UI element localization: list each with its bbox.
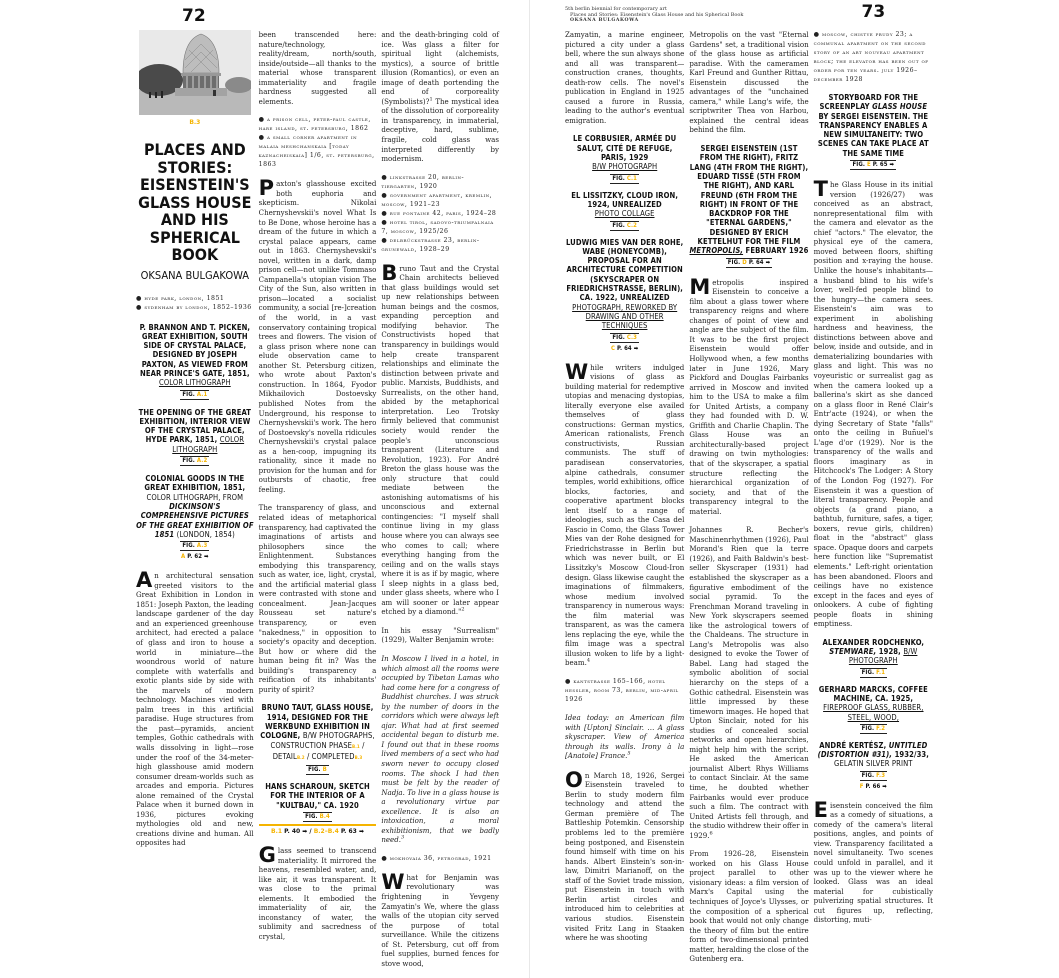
location-list xyxy=(259,115,377,169)
location-item: ● moscow, chistye prudy 23; a communal apartment on the second story of an art nouveau apartment block; the elevator has been out of order for ten years. july 1926–december 1928 xyxy=(813,31,929,83)
article-title: PLACES AND STORIES: EISENSTEIN'S GLASS HOUSE AND HIS SPHERICAL BOOK xyxy=(138,140,252,264)
body-paragraph: Metropolis on the vast "Eternal Gardens" set, a traditional vision of the glass house as artificial paradise. With the cameramen Karl Freund and Gunther Rittau, Eisenstein discussed the advantages of the "unchained camera," while Lang's wife, the scriptwriter Thea von Harbou, explained the central ideas behind the film. xyxy=(689,30,809,135)
location-item: ● rue fontaine 42, paris, 1924–28 xyxy=(381,209,497,217)
right-column-2 xyxy=(689,30,808,964)
left-column-2 xyxy=(259,30,377,942)
fig-ref-e[interactable]: FIG. E P. 65 ➡ xyxy=(852,161,895,169)
fig-ref-f1[interactable]: FIG. F.1 xyxy=(861,668,886,676)
body-paragraph: Bruno Taut and the Crystal Chain architects believed that glass buildings would set up new relationships between human beings and the cosmos, expanding perception and modifying behavior. The Constructivists hoped that transparency in buildings would help create transparent relationships and eliminate the distinction between private and public. Marxists, Buddhists, and Surrealists, on the other hand, abided by the metaphorical interpretation. Leo Trotsky firmly believed that communist society would render the people's unconscious transparent (Literature and Revolution, 1923). For André Breton the glass house was the only structure that could mediate between the astonishing automatisms of his unconscious and external contingencies: "I myself shall continue living in my glass house where you can always see who comes to call; where everything hanging from the ceiling and on the walls stays where it is as if by magic, where I sleep nights in a glass bed, under glass sheets, where who I am will sooner or later appear etched by a diamond."$^2$ xyxy=(381,260,500,617)
caption-fig-a1: P. BRANNON AND T. PICKEN, GREAT EXHIBITION, SOUTH SIDE OF CRYSTAL PALACE, DESIGNED BY JOSEPH PAXTON, AS VIEWED FROM NEAR PRINCE'S GATE, 1851, COLOR LITHOGRAPH FIG. A.1 xyxy=(139,322,251,398)
left-columns xyxy=(136,30,499,968)
fig-ref-c2[interactable]: FIG. C.2 xyxy=(612,221,637,229)
location-item: ● a small corner apartment in malaia meshchanskaia [today kaznacheiskaia] 1/6, st. petersburg, 1863 xyxy=(258,134,375,169)
body-paragraph: The transparency of glass, and related ideas of metaphorical transparency, had captivated the imaginations of artists and philosophers since the Enlightenment. Substances embodying this transparency, such as water, ice, light, crystal, and the artificial material glass were contrasted with stone and concealment. Jean-Jacques Rousseau set nature's transparency, or even "nakedness," in opposition to society's opacity and deception. But how or where did the human being fit in? Was the building's transparency a reification of its inhabitants' purity of spirit? xyxy=(258,503,377,694)
caption-fig-b4: HANS SCHAROUN, SKETCH FOR THE INTERIOR OF A "KULTBAU," CA. 1920 FIG. B.4 xyxy=(265,782,370,821)
location-list xyxy=(814,30,933,84)
left-column-3 xyxy=(381,30,499,968)
running-head: 5th berlin biennial for contemporary art Places and Stories: Eisenstein's Glass House and his Spherical Book OKSANA BULGAKOWA xyxy=(565,6,744,23)
body-paragraph: On March 18, 1926, Sergei Eisenstein traveled to Berlin to study modern film technology and attend the German première of The Battleship Potemkin. Censorship problems led to the première being postponed, and Eisenstein found himself with time on his hands. Albert Einstein's son-in-law, Dimitri Marianoff, on the staff of the Soviet trade mission, put Eisenstein in touch with Berlin artist circles and introduced him to celebrities at various studios. Eisenstein visited Fritz Lang in Staaken where he was shooting xyxy=(565,767,685,943)
caption-fig-f1: ALEXANDER RODCHENKO, STEMWARE, 1928, B/W PHOTOGRAPH FIG. F.1 xyxy=(822,637,925,676)
location-item: ● hotel tirol, sadovo-triumfalnaia 7, moscow, 1925/26 xyxy=(381,218,494,235)
location-list xyxy=(136,294,254,312)
caption-fig-f2: GERHARD MARCKS, COFFEE MACHINE, CA. 1925, FIREPROOF GLASS, RUBBER, STEEL, WOOD, FIG. F.2 xyxy=(818,684,928,732)
block-quote: Idea today: an American film with [Upton] Sinclair. … A glass skyscraper. View of America through its walls. Irony à la [Anatole] France.$^5$ xyxy=(565,713,685,761)
location-list xyxy=(381,854,499,863)
article-header xyxy=(136,141,254,282)
caption-fig-d: SERGEI EISENSTEIN (1ST FROM THE RIGHT), FRITZ LANG (4TH FROM THE RIGHT), EDUARD TISSÉ (5TH FROM THE RIGHT), AND KARL FREUND (6TH FROM THE RIGHT) IN FRONT OF THE BACKDROP FOR THE "ETERNAL GARDENS," DESIGNED BY ERICH KETTELHUT FOR THE FILM METROPOLIS, FEBRUARY 1926 FIG. D P. 64 ➡ xyxy=(689,144,809,266)
caption-fig-a3: COLONIAL GOODS IN THE GREAT EXHIBITION, 1851, COLOR LITHOGRAPH, FROM DICKINSON'S COMPREHENSIVE PICTURES OF THE GREAT EXHIBITION OF 1851 (LONDON, 1854) FIG. A.3 A P. 62 ➡ xyxy=(136,474,254,561)
fig-ref-a2[interactable]: FIG. A.2 xyxy=(182,457,208,465)
location-item: ● delbrückstrasse 23, berlin-grunewald, 1928–29 xyxy=(381,236,480,253)
caption-fig-c3: LUDWIG MIES VAN DER ROHE, WABE (HONEYCOMB), PROPOSAL FOR AN ARCHITECTURE COMPETITION (SKYSCRAPER ON FRIEDRICHSTRASSE, BERLIN), CA. 1922, UNREALIZED PHOTOGRAPH, REWORKED BY DRAWING AND OTHER TECHNIQUES FIG. C.3 C P. 64 ➡ xyxy=(565,237,684,352)
block-quote: In Moscow I lived in a hotel, in which almost all the rooms were occupied by Tibetan Lamas who had come here for a congress of Buddhist churches. I was struck by the number of doors in the corridors which were always left ajar. What had at first seemed accidental began to disturb me. I found out that in these rooms lived members of a sect who had sworn never to occupy closed rooms. The shock I had then must be felt by the reader of Nadja. To live in a glass house is a revolutionary virtue par excellence. It is also an intoxication, a moral exhibitionism, that we badly need.$^3$ xyxy=(381,653,500,845)
body-paragraph: The Glass House in its initial version (1926/27) was conceived as an abstract, nonrepresentational film with the camera and elevator as the chief "actors." The elevator, the physical eye of the camera, moved between floors, shifting position and x-raying the house. Unlike the house's inhabitants—a husband blind to his wife's lover, well-fed people blind to the hungry—the camera sees. Eisenstein's aim was to experiment in abolishing hardness and heaviness, the distinctions between above and below, inside and outside, and in dematerializing boundaries with glass and light. This was no voyeuristic or surrealist gag as when the camera looked up a ballerina's skirt as she danced on a glass floor in René Clair's Entr'acte (1924), or when the dying Secretary of State "falls" onto the ceiling in Buñuel's L'age d'or (1929). Nor is the transparency of the walls and floors imaginary as in Hitchcock's The Lodger: A Story of the London Fog (1927). For Eisenstein it was a question of literal transparency. People and objects (a grand piano, a bathtub, furniture, safes, a tiger, boxers, revue girls, children) float in the "abstract" glass space. Opaque doors and carpets here function like "Suprematist elements." Left-right orientation has been abandoned. Floors and ceilings have no existence except in the faces and eyes of onlookers. A cube of fighting people floats in shining emptiness. xyxy=(813,177,933,629)
page-number-left: 72 xyxy=(182,6,206,26)
location-item: ● a prison cell, peter-paul castle, hare island, st. petersburg, 1862 xyxy=(258,116,371,133)
location-list xyxy=(381,173,499,254)
right-page-number-slot xyxy=(814,2,933,30)
body-paragraph: An architectural sensation greeted visitors to the Great Exhibition in London in 1851: Joseph Paxton, the leading landscape gardener of the day and an experienced greenhouse architect, had erected a palace of glass and iron to house a world in miniature—the woondrous world of nature complete with waterfalls and exotic plants side by side with the marvels of modern technology. Machines vied with palm trees in this artificial paradise. Huge structures from the past—pyramids, ancient temples, Gothic cathedrals with walls dissolving in light—rose under the roof of the 34-meter-high glasshouse amid modern consumer dream-worlds such as arcades and emporia. Pictures alone remained of the Crystal Palace when it burned down in 1936, pictures evoking mythologies old and new, creations divine and human. All opposites had xyxy=(136,568,254,848)
caption-fig-e: STORYBOARD FOR THE SCREENPLAY GLASS HOUSE BY SERGEI EISENSTEIN. THE TRANSPARENCY ENABLES A NEW SIMULTANEITY: TWO SCENES CAN TAKE PLACE AT THE SAME TIME FIG. E P. 65 ➡ xyxy=(817,93,929,169)
location-item: ● mokhovaia 36, petrograd, 1921 xyxy=(381,854,492,862)
accent-rule xyxy=(259,824,377,826)
location-item: ● hyde park, london, 1851 xyxy=(136,294,225,302)
body-paragraph: Zamyatin, a marine engineer, pictured a city under a glass bell, where the sun always shone and all was transparent—construction cranes, thoughts, death-row cells. The novel's publication in England in 1925 caused a furore in Russia, leading to the author's eventual emigration. xyxy=(565,30,685,125)
photo-label: B.3 xyxy=(189,119,201,126)
caption-fig-c1: LE CORBUSIER, ARMÉE DU SALUT, CITÉ DE REFUGE, PARIS, 1929 B/W PHOTOGRAPH FIG. C.1 xyxy=(573,134,677,182)
body-paragraph: While writers indulged visions of glass as building material for redemptive utopias and menacing dystopias, literally everyone else availed themselves of glass constructions: German mystics, American rationalists, French constructivists, Russian communists. The stuff of paradisean conservatories, alpine cathedrals, consumer temples, world exhibitions, office blocks, factories, and cooperative apartment blocks lent itself to a range of ideologies, such as the Casa del Fascio in Como, the Glass Tower Mies van der Rohe designed for Friedrichstrasse in Berlin but which was never built, or El Lissitzky's Moscow Cloud-Iron design. Glass likewise caught the imaginations of filmmakers, whose medium involved transparency in numerous ways: the film material was transparent, as was the camera lens replacing the eye, while the film image was a spectral illusion woken to life by a light-beam.$^4$ xyxy=(565,359,685,668)
caption-fig-c2: EL LISSITZKY, CLOUD IRON, 1924, UNREALIZED PHOTO COLLAGE FIG. C.2 xyxy=(571,190,679,229)
left-topbar xyxy=(136,0,499,30)
right-column-3 xyxy=(813,2,933,925)
right-column-1 xyxy=(565,30,684,943)
fig-ref-d[interactable]: FIG. D P. 64 ➡ xyxy=(727,258,771,266)
right-page xyxy=(530,0,1059,978)
body-paragraph: Johannes R. Becher's Maschinenrhythmen (1926), Paul Morand's Rien que la terre (1926), and Faith Baldwin's best-seller Skyscraper (1931) had established the skyscraper as a figurative embodiment of the social pyramid. To the Frenchman Morand traveling in New York skyscrapers seemed like the astrological towers of the Chaldeans. The structure in Lang's Metropolis was also designed to evoke the Tower of Babel. Lang had staged the symbolic abolition of social hierarchy on the steps of a Gothic cathedral. Eisenstein was little impressed by these timeworn images. He hoped that Upton Sinclair, noted for his studies of concealed social networks and open hierarchies, might help him with the script. He asked the American journalist Albert Rhys Williams to contact Sinclair. At the same time, he doubted whether Fairbanks would ever produce such a film. The contract with United Artists fell through, and the studio withdrew their offer in 1929.$^6$ xyxy=(689,525,809,840)
page-ref-b[interactable]: B.1 P. 40 ➡ / B.2–B.4 P. 63 ➡ xyxy=(271,828,364,836)
body-paragraph: been transcended here: nature/technology, reality/dream, north/south, inside/outside—all thanks to the material whose transparent immateriality and fragile hardness suggested all elements. xyxy=(258,30,377,106)
fig-ref-c1[interactable]: FIG. C.1 xyxy=(612,174,637,182)
article-author: OKSANA BULGAKOWA xyxy=(140,268,250,282)
page-ref-c[interactable]: C P. 64 ➡ xyxy=(610,344,639,352)
page-number-right: 73 xyxy=(861,2,886,22)
fig-ref-f2[interactable]: FIG. F.2 xyxy=(861,724,886,732)
photo-illustration xyxy=(139,30,251,115)
body-paragraph: Eisenstein conceived the film as a comedy of situations, a comedy of the camera's literal positions, angles, and points of view. Transparency facilitated a novel simultaneity. Two scenes could unfold in parallel, and it was up to the viewer where he looked. Glass was an ideal material for cubistically pulverizing spatial structures. It cut figures up, reflecting, distorting, muti- xyxy=(813,797,933,925)
caption-fig-b: BRUNO TAUT, GLASS HOUSE, 1914, DESIGNED FOR THE WERKBUND EXHIBITION IN COLOGNE, B/W PHOTOGRAPHS, CONSTRUCTION PHASEB.1 / DETAILB.2 / COMPLETEDB.3 FIG. B xyxy=(260,703,375,774)
fig-ref-f3[interactable]: FIG. F.3 xyxy=(861,771,886,779)
fig-ref-b4[interactable]: FIG. B.4 xyxy=(305,813,330,821)
location-item: ● sydenham by london, 1852–1936 xyxy=(136,303,252,311)
location-list xyxy=(565,677,684,704)
body-paragraph: Metropolis inspired Eisenstein to conceive a film about a glass tower where transparency reigns and where changes of point of view and angle are the subject of the film. It was to be the first project Eisenstein would offer Hollywood when, a few months later in June 1926, Mary Pickford and Douglas Fairbanks arrived in Moscow and invited him to the USA to make a film for United Artists, a company they had founded with D. W. Griffith and Charlie Chaplin. The Glass House was an architecturally-based project drawing on twin mythologies: that of the skyscraper, a spatial structure reflecting the hierarchical organization of society, and that of the transparency integral to the material. xyxy=(689,274,809,516)
fig-ref-a3[interactable]: FIG. A.3 xyxy=(182,542,208,550)
body-paragraph: In his essay "Surrealism" (1929), Walter Benjamin wrote: xyxy=(381,625,500,645)
left-column-1 xyxy=(136,30,254,848)
body-paragraph: Paxton's glasshouse excited both euphoria and skepticism. Nikolai Chernyshevskii's novel What Is to Be Done, whose heroine has a dream of the future in which a crystal palace appears, came out in 1863. Chernyshevskii's novel, written in a dark, damp prison cell—not unlike Tommaso Campanella's utopian vision The City of the Sun, also written in prison—located a socialist community, a social [re-]creation of the world, in a vast conservatory containing tropical trees and flowers. The vision of a glass prison where none can elude observation came to another St. Petersburg citizen, who wrote about Paxton's construction. In 1864, Fyodor Mikhailovich Dostoevsky published Notes from the Underground, his response to Chernyshevskii's work. The hero of Dostoevsky's novella ridicules Chernyshevskii's crystal palace as a hen-coop, impugning its rationality, since it made no provision for the human and for outbursts of chaotic, free feeling. xyxy=(258,176,377,494)
body-paragraph: and the death-bringing cold of ice. Was glass a filter for spiritual light (alchemists, mystics), a source of brittle illusion (Romantics), or even an image of death portending the end of corporeality (Symbolists)?$^1$ The mystical idea of the dissolution of corporeality in transparency, in immaterial, deceptive, hard, sublime, fragile, cold glass was interpreted differently by modernism. xyxy=(381,30,500,164)
body-paragraph: Glass seemed to transcend materiality. It mirrored the heavens, resembled water, and, like air, it was transparent. It was close to the primal elements. It embodied the immateriality of air, the inconstancy of water, the sublimity and sacredness of crystal, xyxy=(258,843,377,941)
location-item: ● kantstrasse 165–166, hotel hessler, room 73, berlin, mid-april 1926 xyxy=(565,678,679,704)
page-ref-f[interactable]: F P. 66 ➡ xyxy=(859,782,887,790)
fig-ref-c3[interactable]: FIG. C.3 xyxy=(612,333,637,341)
fig-ref-b[interactable]: FIG. B xyxy=(308,766,327,774)
fig-ref-a1[interactable]: FIG. A.1 xyxy=(182,390,208,398)
left-page xyxy=(0,0,529,978)
glass-pavilion-photo xyxy=(139,30,251,115)
body-paragraph: From 1926–28, Eisenstein worked on his Glass House project parallel to other visionary ideas: a film version of Marx's Capital using the techniques of Joyce's Ulysses, or the composition of a spherical book that would not only change the theory of film but the entire form of two-dimensional printed matter, heralding the close of the Gutenberg era. xyxy=(689,849,809,964)
body-paragraph: What for Benjamin was revolutionary was frightening in Yevgeny Zamyatin's We, where the glass walls of the utopian city served the purpose of total surveillance. While the citizens of St. Petersburg, cut off from fuel supplies, burned fences for stove wood, xyxy=(381,869,500,968)
location-item: ● linkstrasse 20, berlin-tiergarten, 1920 xyxy=(381,173,465,190)
caption-fig-f3: ANDRÉ KERTÉSZ, UNTITLED (DISTORTION #31), 1932/33, GELATIN SILVER PRINT FIG. F.3 F P. 66 ➡ xyxy=(814,741,933,791)
page-ref-a[interactable]: A P. 62 ➡ xyxy=(181,553,209,561)
location-item: ● government apartment, kremlin, moscow, 1921–23 xyxy=(381,191,493,208)
caption-fig-a2: THE OPENING OF THE GREAT EXHIBITION, INTERIOR VIEW OF THE CRYSTAL PALACE, HYDE PARK, 1851, COLOR LITHOGRAPH FIG. A.2 xyxy=(138,407,252,465)
